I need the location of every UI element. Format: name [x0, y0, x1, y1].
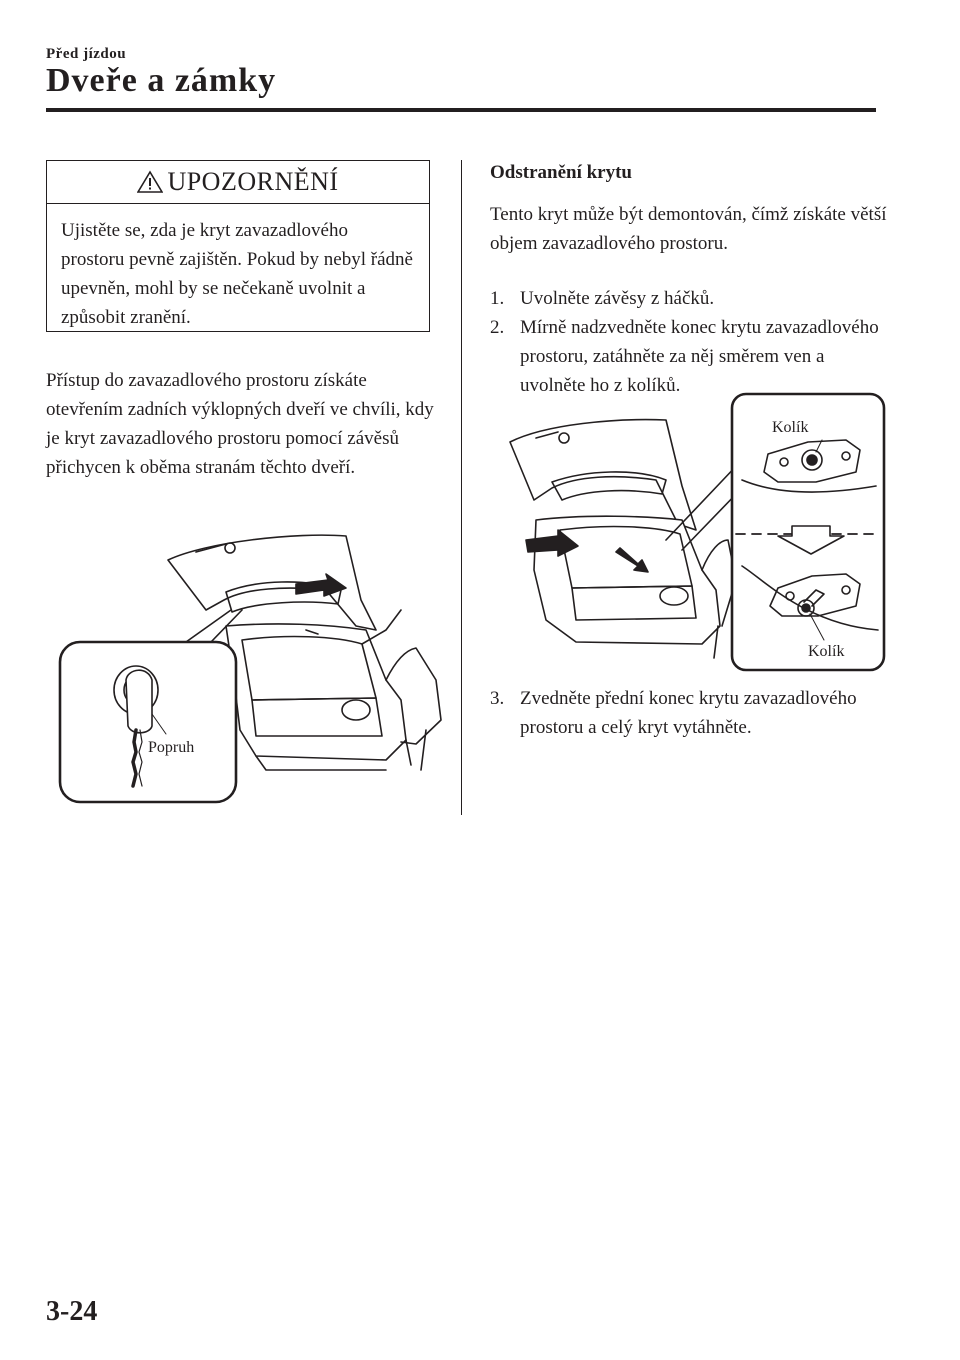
- list-item: [490, 313, 890, 400]
- removal-steps-second: [490, 684, 890, 742]
- column-divider: [461, 160, 462, 815]
- warning-heading-text: UPOZORNĚNÍ: [167, 167, 339, 196]
- step-text: Zvedněte přední konec krytu zavazadlového prostoru a celý kryt vytáhněte.: [520, 688, 857, 738]
- step-number: 1.: [490, 288, 505, 309]
- left-paragraph: Přístup do zavazadlového prostoru získáte otevřením zadních výklopných dveří ve chvíli, kdy je kryt zavazadlového prostoru pomocí závěsů přichycen k oběma stranám těchto dveří.: [46, 370, 434, 478]
- removal-intro: Tento kryt může být demontován, čímž získáte větší objem zavazadlového prostoru.: [490, 204, 887, 254]
- list-item: [490, 284, 890, 313]
- step-text: Uvolněte závěsy z háčků.: [520, 288, 715, 309]
- pin-label-top: Kolík: [772, 419, 809, 436]
- warning-triangle-icon: [137, 170, 163, 194]
- pin-label-bottom: Kolík: [808, 643, 845, 660]
- page-title: Dveře a zámky: [46, 62, 277, 99]
- strap-label: Popruh: [148, 739, 195, 756]
- step-text: Mírně nadzvedněte konec krytu zavazadlového prostoru, zatáhněte za něj směrem ven a uvolněte ho z kolíků.: [520, 317, 879, 396]
- step-number: 2.: [490, 317, 505, 338]
- page-number: 3-24: [46, 1296, 98, 1327]
- section-label: Před jízdou: [46, 46, 127, 62]
- list-item: [490, 684, 890, 742]
- cover-pin-figure: [506, 390, 888, 672]
- step-number: 3.: [490, 688, 505, 709]
- warning-heading: [47, 161, 429, 204]
- tailgate-strap-figure: [56, 530, 451, 810]
- removal-heading: Odstranění krytu: [490, 162, 632, 183]
- removal-steps-first: [490, 284, 890, 400]
- warning-text: Ujistěte se, zda je kryt zavazadlového prostoru pevně zajištěn. Pokud by nebyl řádně upevněn, mohl by se nečekaně uvolnit a způsobit zranění.: [61, 220, 413, 328]
- title-rule: [46, 108, 876, 112]
- warning-box: [46, 160, 430, 332]
